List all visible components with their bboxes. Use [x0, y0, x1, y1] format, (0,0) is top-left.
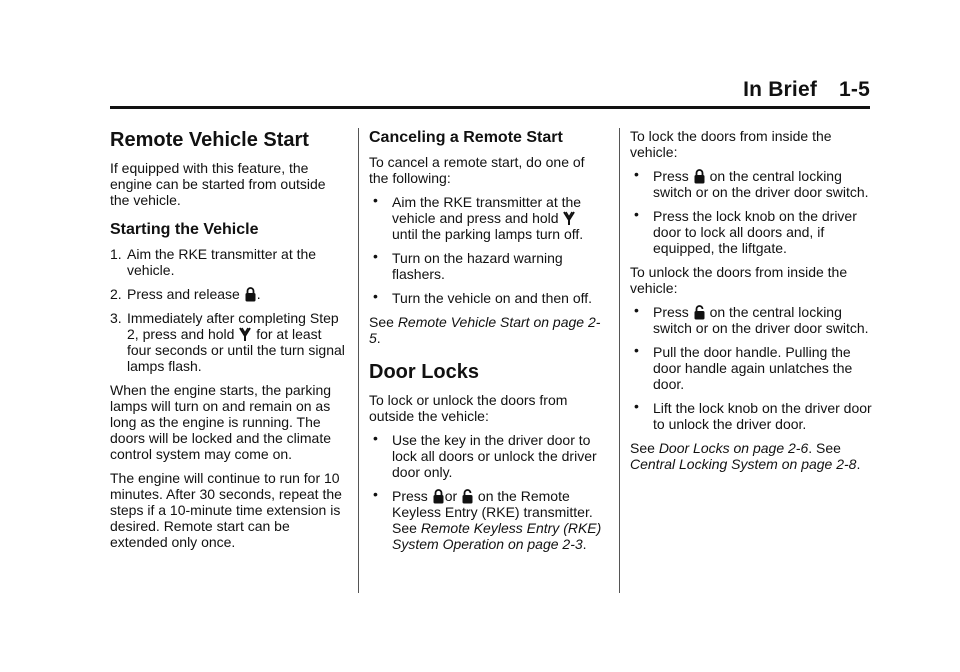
bullet: • — [373, 248, 378, 264]
list-item — [369, 194, 605, 242]
remote-vehicle-start-heading: Remote Vehicle Start — [110, 129, 309, 151]
column-divider-2 — [619, 128, 620, 593]
bullet: • — [634, 342, 639, 358]
bullet: • — [373, 486, 378, 502]
starting-vehicle-heading: Starting the Vehicle — [110, 221, 259, 238]
canceling-remote-start-heading: Canceling a Remote Start — [369, 129, 563, 146]
see-reference — [369, 314, 605, 346]
engine-start-paragraph: When the engine starts, the parking lamps will turn on and remain on as long as the engine is running. The doors will be locked and the climate control system may come on. — [110, 382, 332, 462]
step-number: 2. — [110, 286, 122, 302]
list-item — [369, 432, 605, 480]
step-text-end: for at least four seconds or until the turn signal lamps flash. — [127, 326, 345, 374]
header-text — [743, 78, 870, 102]
bullet: • — [634, 206, 639, 222]
cross-reference: Central Locking System on page 2-8 — [630, 456, 857, 472]
bullet: • — [634, 166, 639, 182]
see-suffix: . — [376, 330, 381, 346]
lock-icon — [245, 287, 256, 302]
item-text: Press the lock knob on the driver door to lock all doors and, if equipped, the liftgate. — [653, 208, 857, 256]
list-item — [369, 290, 605, 306]
item-text: Lift the lock knob on the driver door to unlock the driver door. — [653, 400, 872, 432]
remote-start-icon — [563, 211, 575, 226]
item-text: Turn the vehicle on and then off. — [392, 290, 593, 306]
step-text: Aim the RKE transmitter at the vehicle. — [127, 246, 317, 278]
list-item — [630, 304, 874, 336]
door-locks-heading: Door Locks — [369, 361, 480, 383]
step-1 — [110, 246, 346, 278]
list-item — [369, 250, 605, 282]
list-item — [630, 344, 874, 392]
item-text: Aim the RKE transmitter at the vehicle and press and hold — [392, 194, 582, 226]
page-number: 1-5 — [839, 78, 870, 101]
list-item — [630, 208, 874, 256]
lock-outside-intro: To lock or unlock the doors from outside the vehicle: — [369, 392, 568, 424]
remote-start-intro: If equipped with this feature, the engine can be started from outside the vehicle. — [110, 160, 326, 208]
column-3 — [630, 128, 874, 480]
bullet: • — [373, 288, 378, 304]
step-2 — [110, 286, 346, 302]
list-item — [630, 168, 874, 200]
see-end: . — [856, 456, 861, 472]
item-text-end: on the central locking switch or on the driver door switch. — [653, 168, 869, 200]
lock-inside-intro: To lock the doors from inside the vehicle: — [630, 128, 832, 160]
item-text: Press — [653, 304, 689, 320]
item-text-end: . — [582, 536, 587, 552]
item-text: Press — [653, 168, 689, 184]
step-text: Press and release — [127, 286, 240, 302]
list-item — [630, 400, 874, 432]
step-3 — [110, 310, 346, 374]
lock-icon — [433, 489, 444, 504]
page-header — [110, 78, 870, 108]
cross-reference: Door Locks on page 2-6 — [658, 440, 809, 456]
item-text-end: on the central locking switch or on the driver door switch. — [653, 304, 869, 336]
unlock-inside-intro: To unlock the doors from inside the vehicle: — [630, 264, 848, 296]
item-text: Pull the door handle. Pulling the door handle again unlatches the door. — [653, 344, 853, 392]
header-rule — [110, 106, 870, 109]
see-prefix: See — [369, 314, 394, 330]
lock-icon — [694, 169, 705, 184]
column-divider-1 — [358, 128, 359, 593]
item-text-mid: on the Remote Keyless Entry (RKE) transmitter. See — [392, 488, 593, 536]
engine-run-paragraph: The engine will continue to run for 10 minutes. After 30 seconds, repeat the steps if a 10-minute time extension is desired. Remote start can be extended only once. — [110, 470, 342, 550]
unlock-icon — [694, 305, 705, 320]
step-text-end: . — [256, 286, 261, 302]
column-1 — [110, 128, 346, 558]
see-prefix: See — [630, 440, 655, 456]
bullet: • — [373, 430, 378, 446]
list-item — [369, 488, 605, 552]
item-text: Use the key in the driver door to lock all doors or unlock the driver door only. — [392, 432, 597, 480]
section-title: In Brief — [743, 78, 818, 101]
bullet: • — [634, 398, 639, 414]
cancel-intro: To cancel a remote start, do one of the following: — [369, 154, 585, 186]
cross-reference: Remote Vehicle Start on page 2-5 — [369, 314, 601, 346]
item-text: Press — [392, 488, 428, 504]
item-text: Turn on the hazard warning flashers. — [392, 250, 563, 282]
remote-start-icon — [239, 327, 251, 342]
cross-reference: Remote Keyless Entry (RKE) System Operation on page 2-3 — [392, 520, 602, 552]
see-reference — [630, 440, 874, 472]
step-number: 1. — [110, 246, 122, 262]
step-text: Immediately after completing Step 2, press and hold — [127, 310, 339, 342]
item-text-or: or — [444, 488, 458, 504]
item-text-end: until the parking lamps turn off. — [392, 226, 584, 242]
unlock-icon — [462, 489, 473, 504]
bullet: • — [634, 302, 639, 318]
see-mid: . See — [808, 440, 841, 456]
column-2 — [369, 128, 605, 560]
bullet: • — [373, 192, 378, 208]
step-number: 3. — [110, 310, 122, 326]
